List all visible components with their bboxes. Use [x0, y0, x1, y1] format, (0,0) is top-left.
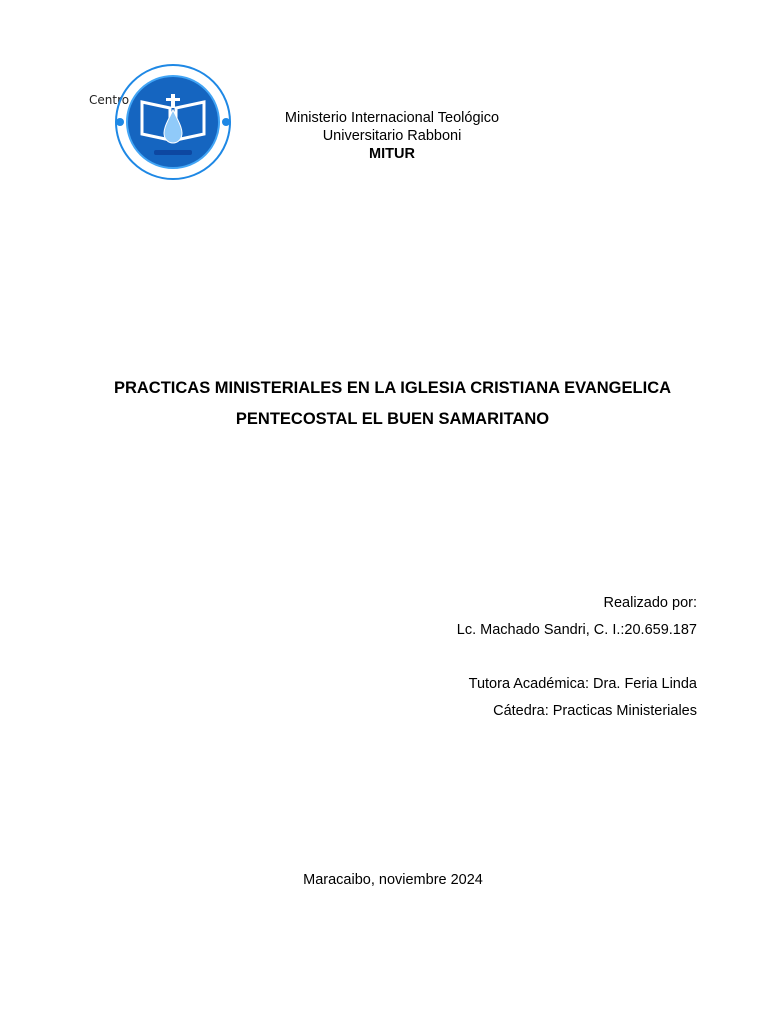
tutor-line: Tutora Académica: Dra. Feria Linda	[468, 676, 697, 692]
author-name: Lc. Machado Sandri, C. I.:20.659.187	[456, 622, 697, 638]
institution-header	[242, 109, 542, 163]
institution-name-line1: Ministerio Internacional Teológico	[284, 110, 500, 126]
institution-acronym: MITUR	[369, 146, 415, 162]
bible-drop-logo-icon	[112, 60, 234, 184]
title-line2: PENTECOSTAL EL BUEN SAMARITANO	[235, 410, 550, 428]
document-title	[60, 373, 725, 435]
title-line1: PRACTICAS MINISTERIALES EN LA IGLESIA CRISTIANA EVANGELICA	[113, 379, 672, 397]
institution-logo	[86, 58, 236, 186]
course-line: Cátedra: Practicas Ministeriales	[493, 703, 697, 719]
place-date: Maracaibo, noviembre 2024	[303, 872, 483, 888]
institution-name-line2: Universitario Rabboni	[322, 128, 462, 144]
logo-caption: Centro	[89, 93, 130, 107]
author-label: Realizado por:	[603, 595, 697, 611]
